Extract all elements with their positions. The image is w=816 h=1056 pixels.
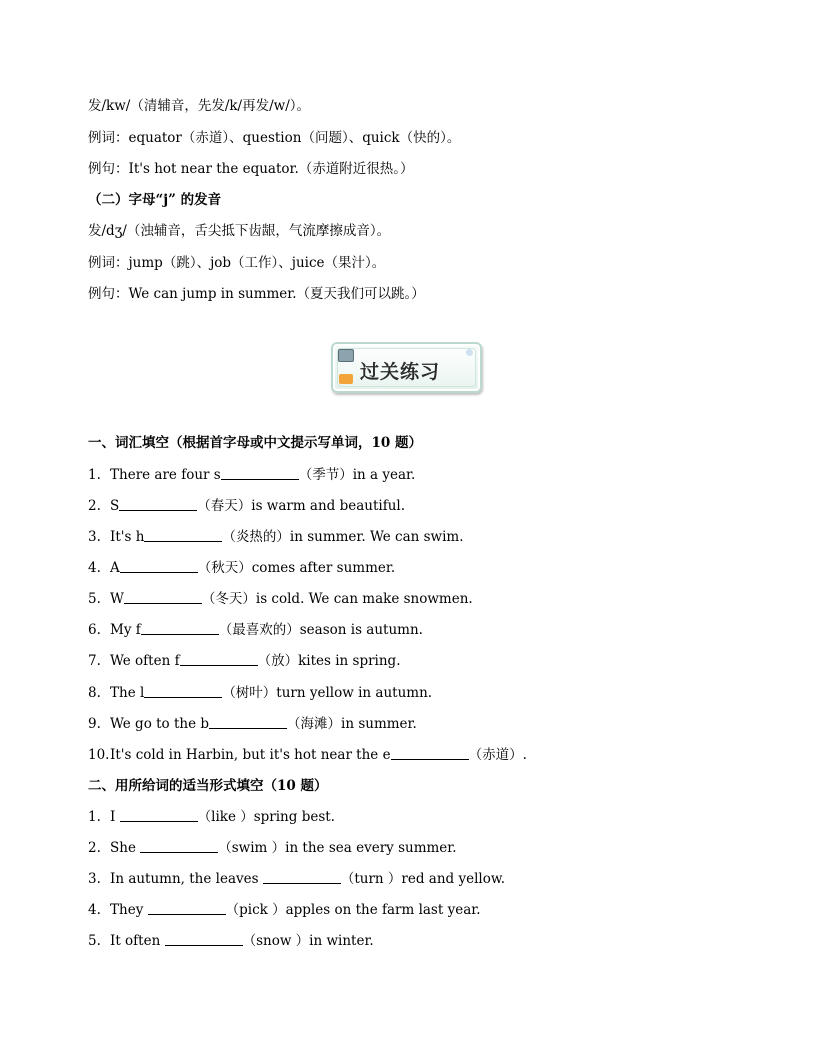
question-number: 10. [88,747,110,763]
question-item [88,527,464,547]
question-item [88,745,527,765]
answer-blank[interactable] [165,931,243,946]
question-text-after: （snow ）in winter. [242,933,374,949]
question-text-after: （pick ）apples on the farm last year. [225,902,481,918]
question-item [88,714,417,734]
question-text-before: S [110,498,120,514]
answer-blank[interactable] [263,869,341,884]
answer-blank[interactable] [144,683,222,698]
question-text-after: （季节）in a year. [298,467,416,483]
question-number: 3. [88,529,101,545]
question-text-before: We go to the b [110,716,210,732]
answer-blank[interactable] [391,745,469,760]
question-item [88,465,415,485]
question-number: 9. [88,716,101,732]
question-text-before: A [110,560,120,576]
question-item [88,900,481,920]
question-number: 2. [88,840,101,856]
section2-title: 二、用所给词的适当形式填空（10 题） [88,778,328,794]
answer-blank[interactable] [144,527,222,542]
question-text-before: There are four s [110,467,221,483]
answer-blank[interactable] [120,807,198,822]
example-words-j-line: 例词：jump（跳）、job（工作）、juice（果汁）。 [88,255,386,271]
question-text-before: She [110,840,141,856]
answer-blank[interactable] [140,838,218,853]
answer-blank[interactable] [124,589,202,604]
question-item [88,620,423,640]
practice-banner [331,342,482,393]
monitor-icon [338,349,354,362]
question-number: 8. [88,685,101,701]
question-item [88,496,405,516]
question-number: 4. [88,560,101,576]
answer-blank[interactable] [209,714,287,729]
question-number: 1. [88,809,101,825]
question-text-before: I [110,809,120,825]
answer-blank[interactable] [119,496,197,511]
question-text-after: （最喜欢的）season is autumn. [218,622,423,638]
question-number: 5. [88,591,101,607]
question-text-after: （放）kites in spring. [257,653,401,669]
example-words-q-line: 例词：equator（赤道）、question（问题）、quick（快的）。 [88,130,461,146]
question-item [88,683,432,703]
answer-blank[interactable] [180,651,258,666]
question-item [88,651,400,671]
example-sentence-q-line: 例句：It's hot near the equator.（赤道附近很热。） [88,161,414,177]
question-item [88,807,335,827]
answer-blank[interactable] [141,620,219,635]
question-number: 1. [88,467,101,483]
question-text-before: It's h [110,529,145,545]
pronunciation-dz-line: 发/dʒ/（浊辅音，舌尖抵下齿龈，气流摩擦成音）。 [88,223,391,239]
question-text-after: （冬天）is cold. We can make snowmen. [201,591,473,607]
answer-blank[interactable] [148,900,226,915]
question-text-after: （赤道）. [468,747,527,763]
question-text-before: We often f [110,653,180,669]
example-sentence-j-line: 例句：We can jump in summer.（夏天我们可以跳。） [88,286,425,302]
question-number: 6. [88,622,101,638]
answer-blank[interactable] [120,558,198,573]
question-text-before: They [110,902,148,918]
question-item [88,558,395,578]
question-text-after: （春天）is warm and beautiful. [197,498,406,514]
question-text-after: （turn ）red and yellow. [340,871,506,887]
question-text-after: （树叶）turn yellow in autumn. [222,685,433,701]
question-number: 2. [88,498,101,514]
question-item [88,869,505,889]
question-item [88,589,473,609]
question-text-before: In autumn, the leaves [110,871,263,887]
snowflake-icon [466,349,473,356]
question-text-before: The l [110,685,145,701]
section1-title: 一、词汇填空（根据首字母或中文提示写单词，10 题） [88,435,422,451]
question-item [88,838,457,858]
question-text-before: It's cold in Harbin, but it's hot near the e [110,747,391,763]
question-text-before: It often [110,933,165,949]
banner-title: 过关练习 [360,361,441,383]
question-text-after: （like ）spring best. [197,809,335,825]
question-text-after: （秋天）comes after summer. [197,560,396,576]
pronunciation-kw-line: 发/kw/（清辅音，先发/k/再发/w/）。 [88,98,311,114]
question-number: 3. [88,871,101,887]
question-text-after: （海滩）in summer. [287,716,417,732]
question-text-before: My f [110,622,141,638]
question-number: 7. [88,653,101,669]
question-item [88,931,374,951]
books-icon [339,374,353,384]
section-heading-letter-j: （二）字母“j” 的发音 [88,192,222,208]
question-number: 5. [88,933,101,949]
question-text-before: W [110,591,124,607]
question-text-after: （swim ）in the sea every summer. [218,840,457,856]
question-number: 4. [88,902,101,918]
question-text-after: （炎热的）in summer. We can swim. [222,529,464,545]
answer-blank[interactable] [221,465,299,480]
